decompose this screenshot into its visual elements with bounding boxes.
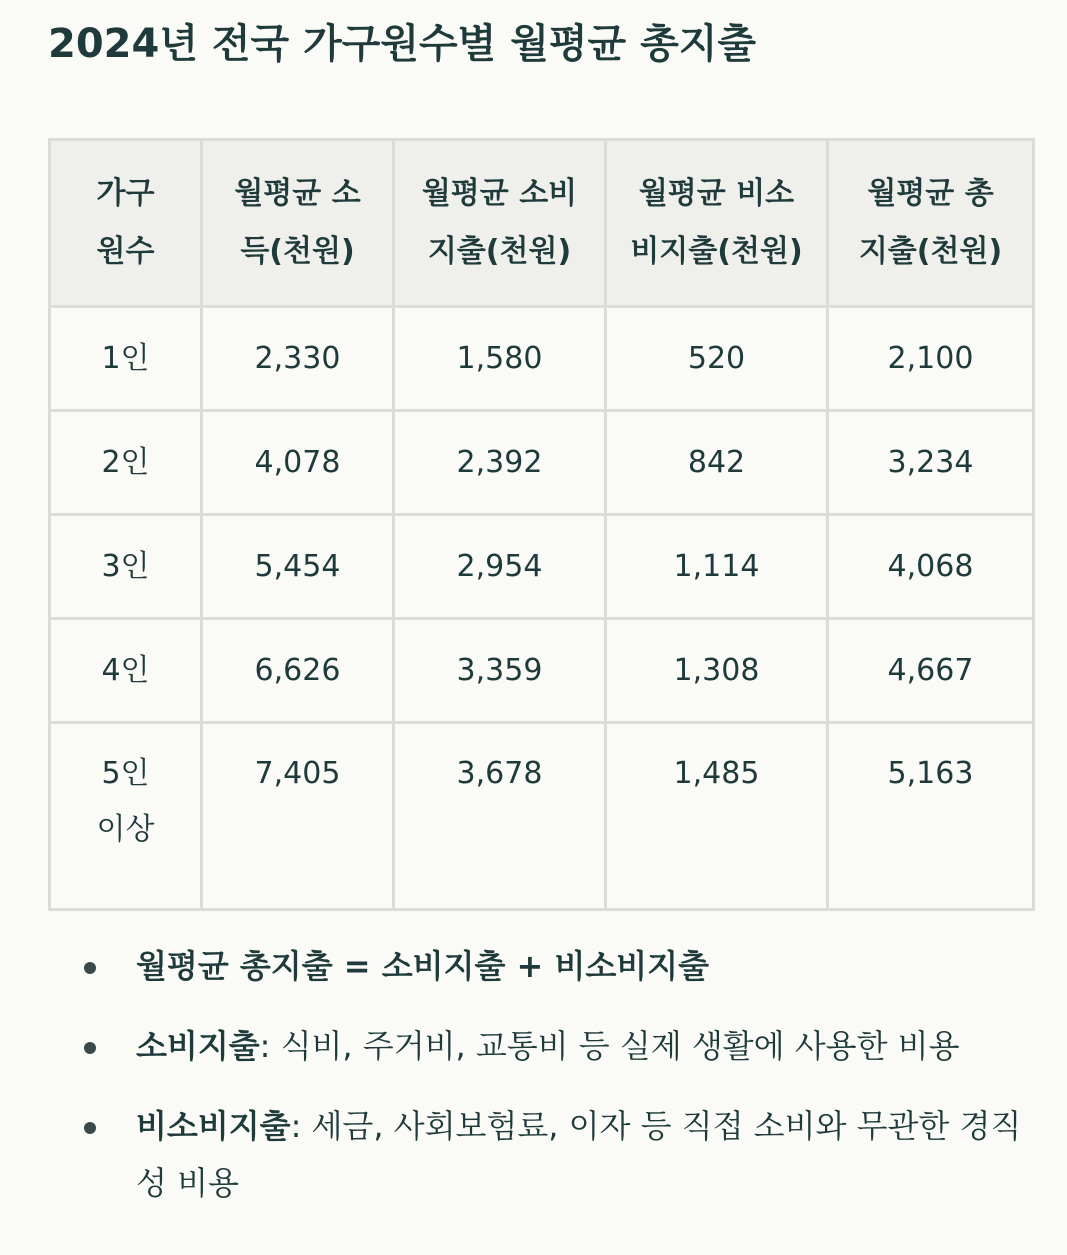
- page-title: 2024년 전국 가구원수별 월평균 총지출: [48, 21, 756, 67]
- cell-non-consumption: 1,308: [606, 619, 828, 723]
- header-total-line2: 지출(천원): [858, 234, 1003, 269]
- cell-household: [50, 723, 202, 910]
- header-household-size-line1: 가구: [96, 176, 155, 211]
- cell-household: 3인: [50, 515, 202, 619]
- cell-consumption: 1,580: [394, 307, 606, 411]
- note-item: [80, 938, 1040, 995]
- header-household-size: [50, 140, 202, 307]
- header-total: [828, 140, 1034, 307]
- cell-household: 4인: [50, 619, 202, 723]
- note-text: : 식비, 주거비, 교통비 등 실제 생활에 사용한 비용: [259, 1027, 960, 1065]
- cell-consumption: 2,392: [394, 411, 606, 515]
- table-row: [50, 411, 1034, 515]
- cell-non-consumption: 1,485: [606, 723, 828, 910]
- cell-total: 2,100: [828, 307, 1034, 411]
- note-item: [80, 1018, 1040, 1075]
- table-row: [50, 307, 1034, 411]
- table-header: [50, 140, 1034, 307]
- note-term: 월평균 총지출 = 소비지출 + 비소비지출: [136, 947, 710, 985]
- cell-household-line1: 5인: [101, 756, 150, 791]
- header-non-consumption-line2: 비지출(천원): [630, 234, 803, 269]
- cell-household: 2인: [50, 411, 202, 515]
- cell-total: 4,068: [828, 515, 1034, 619]
- bullet-icon: [84, 962, 96, 974]
- header-consumption-line1: 월평균 소비: [421, 176, 578, 211]
- header-income-line2: 득(천원): [240, 234, 355, 269]
- table-row: [50, 515, 1034, 619]
- cell-household: 1인: [50, 307, 202, 411]
- header-income-line1: 월평균 소: [234, 176, 361, 211]
- table-row: [50, 619, 1034, 723]
- table-body: [50, 307, 1034, 910]
- note-term: 소비지출: [136, 1027, 260, 1065]
- table-row: [50, 723, 1034, 910]
- expenditure-table: [48, 138, 1035, 911]
- bullet-icon: [84, 1042, 96, 1054]
- header-consumption: [394, 140, 606, 307]
- header-consumption-line2: 지출(천원): [427, 234, 572, 269]
- bullet-icon: [84, 1122, 96, 1134]
- note-term: 비소비지출: [136, 1107, 291, 1145]
- cell-non-consumption: 1,114: [606, 515, 828, 619]
- cell-consumption: 2,954: [394, 515, 606, 619]
- header-non-consumption-line1: 월평균 비소: [638, 176, 795, 211]
- cell-income: 5,454: [202, 515, 394, 619]
- cell-consumption: 3,678: [394, 723, 606, 910]
- note-text: : 세금, 사회보험료, 이자 등 직접 소비와 무관한 경직성 비용: [136, 1107, 1022, 1202]
- header-income: [202, 140, 394, 307]
- notes-list: [80, 938, 1040, 1235]
- header-row: [50, 140, 1034, 307]
- header-household-size-line2: 원수: [96, 234, 155, 269]
- cell-income: 4,078: [202, 411, 394, 515]
- cell-total: 4,667: [828, 619, 1034, 723]
- cell-consumption: 3,359: [394, 619, 606, 723]
- header-non-consumption: [606, 140, 828, 307]
- header-total-line1: 월평균 총: [867, 176, 994, 211]
- cell-total: 5,163: [828, 723, 1034, 910]
- cell-non-consumption: 842: [606, 411, 828, 515]
- cell-non-consumption: 520: [606, 307, 828, 411]
- cell-income: 2,330: [202, 307, 394, 411]
- cell-total: 3,234: [828, 411, 1034, 515]
- note-item: [80, 1098, 1040, 1212]
- cell-income: 7,405: [202, 723, 394, 910]
- cell-income: 6,626: [202, 619, 394, 723]
- cell-household-line2: 이상: [96, 812, 155, 847]
